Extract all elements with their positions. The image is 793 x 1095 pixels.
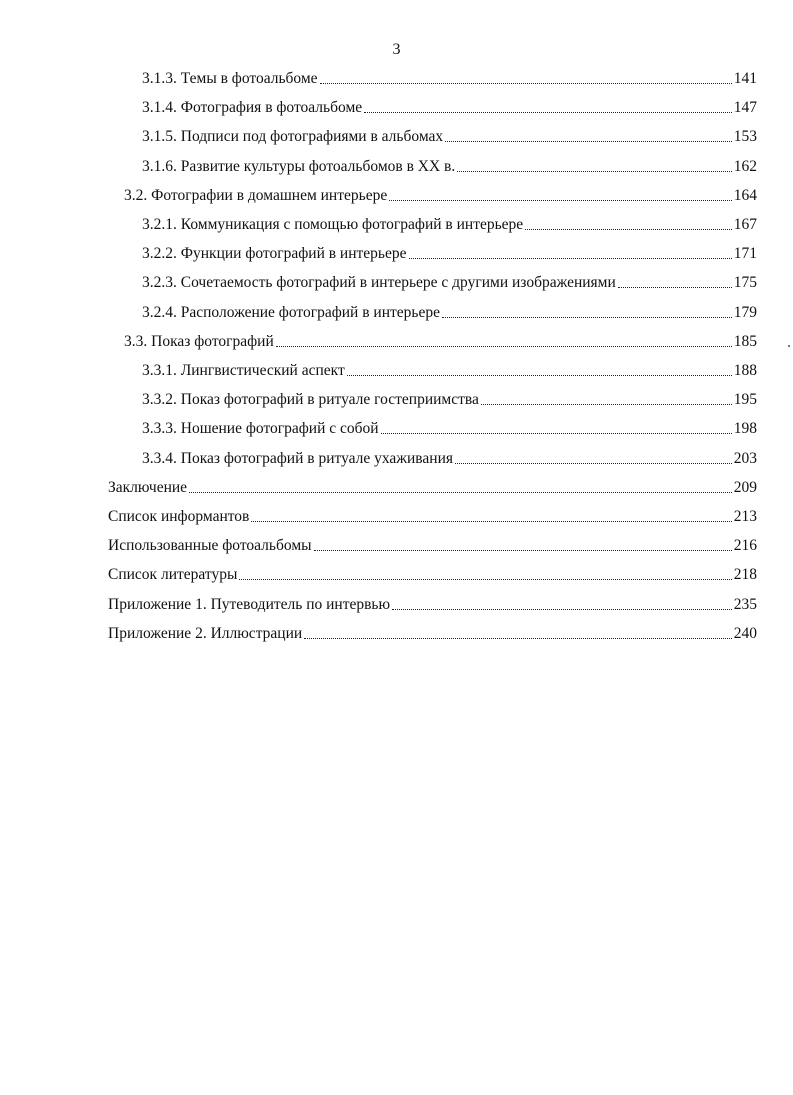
- toc-entry-page: 235: [733, 595, 757, 613]
- toc-dot-leader: [239, 578, 731, 580]
- toc-entry-title: 3.3.1. Лингвистический аспект: [142, 362, 345, 379]
- toc-dot-leader: [442, 316, 732, 318]
- toc-entry: [124, 182, 757, 206]
- toc-dot-leader: [364, 111, 732, 113]
- toc-dot-leader: [251, 520, 731, 522]
- toc-entry-page: 203: [733, 449, 757, 467]
- toc-entry-page: 153: [733, 128, 757, 146]
- toc-entry-page: 164: [733, 186, 757, 204]
- toc-entry: [142, 240, 757, 264]
- toc-dot-leader: [381, 432, 732, 434]
- toc-dot-leader: [618, 286, 732, 288]
- toc-dot-leader: [525, 228, 732, 230]
- toc-entry: [108, 503, 757, 527]
- toc-entry-title: 3.3.2. Показ фотографий в ритуале гостеприимства: [142, 391, 479, 409]
- toc-entry-page: 198: [733, 420, 757, 438]
- toc-dot-leader: [455, 462, 732, 464]
- toc-entry-title: 3.1.4. Фотография в фотоальбоме: [142, 99, 363, 117]
- toc-entry-title: 3.2.1. Коммуникация с помощью фотографий в интерьере: [142, 216, 524, 233]
- toc-dot-leader: [189, 491, 732, 493]
- toc-entry-page: 188: [733, 362, 757, 379]
- toc-entry-page: 167: [733, 216, 757, 233]
- toc-dot-leader: [320, 82, 732, 84]
- toc-dot-leader: [409, 257, 732, 259]
- toc-entry: [142, 386, 757, 410]
- toc-entry: [108, 474, 757, 498]
- toc-entry-page: 209: [733, 478, 757, 496]
- toc-entry-title: 3.2.4. Расположение фотографий в интерьере: [142, 303, 440, 321]
- toc-entry-title: Использованные фотоальбомы: [108, 537, 312, 555]
- toc-entry: [142, 357, 757, 381]
- toc-dot-leader: [314, 549, 732, 551]
- toc-entry-title: 3.1.5. Подписи под фотографиями в альбомах: [142, 128, 444, 146]
- toc-entry-title: 3.3. Показ фотографий: [124, 332, 274, 350]
- toc-entry-title: 3.3.3. Ношение фотографий с собой: [142, 420, 379, 438]
- toc-entry: [142, 299, 757, 323]
- page-number: 3: [392, 41, 401, 58]
- toc-entry: [108, 532, 757, 556]
- toc-entry-title: Список информантов: [108, 508, 250, 525]
- toc-entry: [108, 620, 757, 644]
- toc-dot-leader: [304, 637, 732, 639]
- toc-entry-page: 171: [733, 245, 757, 263]
- toc-entry: [142, 445, 757, 469]
- toc-dot-leader: [392, 608, 732, 610]
- toc-entry-page: 141: [733, 70, 757, 87]
- toc-entry-page: 179: [733, 303, 757, 321]
- toc-entry-title: Список литературы: [108, 566, 238, 584]
- toc-entry: [142, 153, 757, 177]
- toc-entry: [124, 328, 757, 352]
- toc-entry-title: 3.2.3. Сочетаемость фотографий в интерьере с другими изображениями: [142, 274, 616, 292]
- toc-entry-page: 185: [733, 332, 757, 350]
- toc-entry: [108, 561, 757, 585]
- toc-entry-page: 240: [733, 624, 757, 642]
- scan-speck: [788, 345, 790, 347]
- toc-entry: [142, 211, 757, 235]
- toc-dot-leader: [276, 345, 732, 347]
- toc-entry: [142, 415, 757, 439]
- toc-entry-title: Заключение: [108, 478, 188, 496]
- toc-entry-page: 147: [733, 99, 757, 117]
- toc-entry-title: Приложение 2. Иллюстрации: [108, 624, 303, 642]
- toc-entry: [142, 269, 757, 293]
- toc-entry: [142, 123, 757, 147]
- toc-entry-page: 216: [733, 537, 757, 555]
- toc-entry-page: 195: [733, 391, 757, 409]
- toc-entry: [142, 94, 757, 118]
- toc-entry-page: 213: [733, 508, 757, 525]
- toc-entry-title: 3.2.2. Функции фотографий в интерьере: [142, 245, 407, 263]
- toc-dot-leader: [389, 199, 732, 201]
- toc-entry-title: 3.1.3. Темы в фотоальбоме: [142, 70, 318, 87]
- toc-entry-title: 3.3.4. Показ фотографий в ритуале ухаживания: [142, 449, 454, 467]
- toc-dot-leader: [457, 170, 732, 172]
- toc-entry: [108, 591, 757, 615]
- toc-dot-leader: [481, 403, 732, 405]
- toc-entry-page: 218: [733, 566, 757, 584]
- toc-entry-title: Приложение 1. Путеводитель по интервью: [108, 595, 391, 613]
- toc-dot-leader: [445, 140, 732, 142]
- toc-entry: [142, 65, 757, 89]
- toc-entry-page: 162: [733, 157, 757, 175]
- toc-entry-page: 175: [733, 274, 757, 292]
- toc-entry-title: 3.1.6. Развитие культуры фотоальбомов в XX в.: [142, 157, 456, 175]
- toc-entry-title: 3.2. Фотографии в домашнем интерьере: [124, 186, 388, 204]
- toc-dot-leader: [347, 374, 732, 376]
